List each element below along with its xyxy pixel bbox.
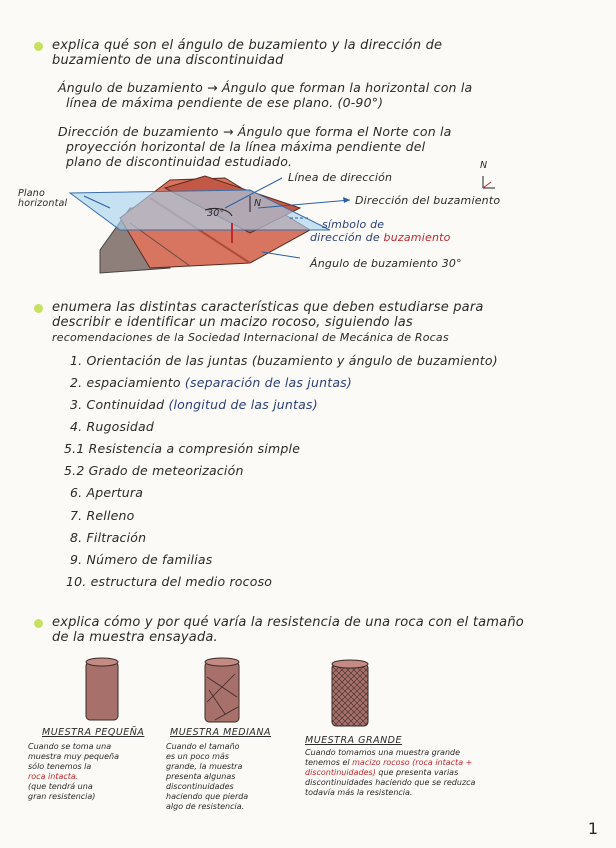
list-item: 1. Orientación de las juntas (buzamiento y ángulo de buzamiento) [70, 353, 498, 368]
label-compass-north: N [480, 160, 488, 171]
cylinder-large-top [332, 660, 368, 668]
label-dip-angle: Ángulo de buzamiento 30° [310, 257, 462, 270]
list-item: 5.1 Resistencia a compresión simple [64, 441, 301, 456]
bullet-dip-direction-line-1: Dirección de buzamiento → Ángulo que forma el Norte con la [58, 124, 452, 139]
label-large-sample: MUESTRA GRANDE [305, 735, 402, 746]
label-plano: Plano [18, 188, 46, 199]
bullet-dot [34, 42, 43, 51]
bullet-dip-direction-line-3: plano de discontinuidad estudiado. [66, 154, 293, 169]
horizontal-plane [70, 190, 330, 230]
question-2-line-2: describir e identificar un macizo rocoso, siguiendo las [52, 315, 413, 330]
cylinder-small [86, 662, 118, 720]
bullet-dip-direction-line-2: proyección horizontal de la línea máxima pendiente del [66, 139, 426, 154]
label-horizontal: horizontal [18, 198, 68, 209]
question-3-line-2: de la muestra ensayada. [52, 630, 218, 645]
north-compass-diag [483, 182, 491, 188]
label-direction-line: Línea de dirección [288, 171, 393, 184]
list-item: 5.2 Grado de meteorización [64, 463, 244, 478]
question-1-line-2: buzamiento de una discontinuidad [52, 53, 284, 68]
question-1-line-1: explica qué son el ángulo de buzamiento y la dirección de [52, 38, 443, 53]
cylinder-medium-top [205, 658, 239, 666]
list-item: 8. Filtración [70, 530, 147, 545]
bullet-dip-angle-line-1: Ángulo de buzamiento → Ángulo que forman la horizontal con la [58, 80, 473, 95]
bullet-dot [34, 619, 43, 628]
question-2-line-1: enumera las distintas características que deben estudiarse para [52, 300, 484, 315]
label-north: N [254, 198, 262, 209]
label-angle-30: 30° [207, 208, 225, 219]
list-item: 2. espaciamiento (separación de las juntas) [70, 375, 352, 390]
angle-arrow [262, 252, 300, 258]
samples-illustration [0, 652, 616, 732]
bullet-dot [34, 304, 43, 313]
cylinder-small-top [86, 658, 118, 666]
label-medium-sample: MUESTRA MEDIANA [170, 727, 272, 738]
list-item: 3. Continuidad (longitud de las juntas) [70, 397, 318, 412]
cylinder-large-joints [332, 664, 368, 726]
list-item: 7. Relleno [70, 508, 135, 523]
question-2-line-3: recomendaciones de la Sociedad Internacional de Mecánica de Rocas [52, 331, 449, 344]
label-dip-direction: Dirección del buzamiento [355, 194, 501, 207]
question-3-line-1: explica cómo y por qué varía la resistencia de una roca con el tamaño [52, 615, 524, 630]
bullet-dip-angle-line-2: línea de máxima pendiente de ese plano. (0-90°) [66, 95, 384, 110]
label-small-sample: MUESTRA PEQUEÑA [42, 727, 145, 738]
notebook-page: explica qué son el ángulo de buzamiento y la dirección de buzamiento de una discontinuidad Ángulo de buzamiento → Ángulo que forman la horizontal con la línea de máxima pendiente de ese plano. (0-90°) Dirección de buzamiento → Ángulo que forma el Norte con la proyección horizontal de la línea máxima pendiente del plano de discontinuidad estudiado. Plano horizontal Línea de dirección Dirección del buzamiento símbolo de dirección de buzamiento Ángulo de buzamiento 30° 30° N N enumera las distintas características que deben estudiarse para describir e identificar un macizo rocoso, siguiendo las recomendaciones de la Sociedad Internacional de Mecánica de Rocas 1. Orientación de las juntas (buzamiento y ángulo de buzamiento) 2. espaciamiento (separación de las juntas) 3. Continuidad (longitud de las juntas) 4. Rugosidad 5.1 Resistencia a compresión simple 5.2 Grado de meteorización 6. Apertura 7. Relleno 8. Filtración 9. Número de familias 10. estructura del medio rocoso explica cómo y por qué varía la resistencia de una roca con el tamaño de la muestra ensayada. MUESTRA PEQUEÑA MUESTRA MEDIANA MUESTRA GRANDE Cuando se toma una muestra muy pequeña sólo tenemos la roca intacta. (que tendrá una gran resistencia) Cuando el tamaño es un poco más grande, la muestra presenta algunas discontinuidades haciendo que pierda algo de resistencia. Cuando tomamos una muestra grande tenemos el macizo rocoso (roca intacta + discontinuidades) que presenta varias discontinuidades haciendo que se reduzca todavía más la resistencia. 1 [0, 0, 616, 848]
page-number: 1 [587, 819, 598, 838]
list-item: 6. Apertura [70, 485, 144, 500]
list-item: 4. Rugosidad [70, 419, 155, 434]
label-symbol-line-2: dirección de buzamiento [310, 231, 451, 244]
arrowhead [343, 197, 350, 203]
label-symbol-line-1: símbolo de [322, 218, 385, 231]
list-item: 9. Número de familias [70, 552, 213, 567]
list-item: 10. estructura del medio rocoso [66, 574, 273, 589]
